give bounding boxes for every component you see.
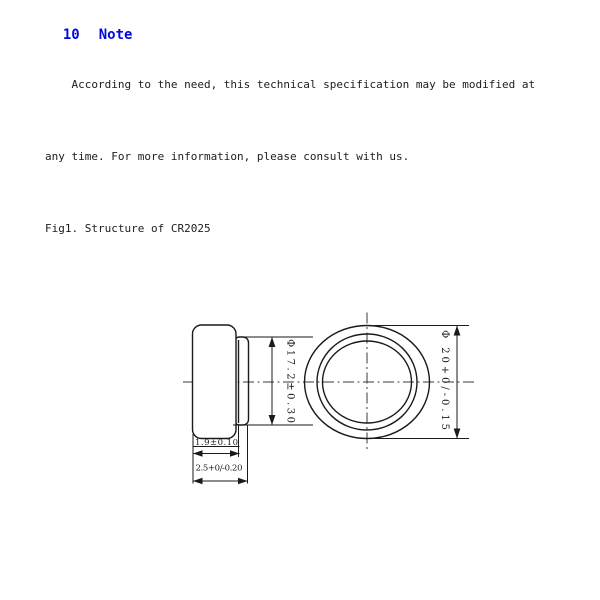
label-total-thickness: 2.5+0/-0.20 <box>195 463 243 474</box>
label-lid-thickness: 1.9±0.10 <box>195 438 238 448</box>
label-body-diameter: Φ 20+0/-0.15 <box>439 330 450 430</box>
side-view-can-body <box>193 325 237 439</box>
arrowhead-total-thickness-left <box>193 478 203 485</box>
arrowhead-lid-diameter-up <box>269 337 276 347</box>
arrowhead-body-diameter-down <box>454 429 461 439</box>
section-number: 10 <box>62 27 80 43</box>
arrowhead-lid-thickness-left <box>193 450 203 457</box>
note-line-2: any time. For more information, please consult with us. <box>45 150 410 163</box>
arrowhead-total-thickness-right <box>238 478 248 485</box>
label-lid-diameter: Φ17.2±0.30 <box>284 339 296 423</box>
figure-caption: Fig1. Structure of CR2025 <box>45 222 211 235</box>
arrowhead-body-diameter-up <box>454 326 461 336</box>
section-title: Note <box>98 27 133 43</box>
arrowhead-lid-diameter-down <box>269 415 276 425</box>
note-line-1: According to the need, this technical specification may be modified at <box>45 78 536 91</box>
